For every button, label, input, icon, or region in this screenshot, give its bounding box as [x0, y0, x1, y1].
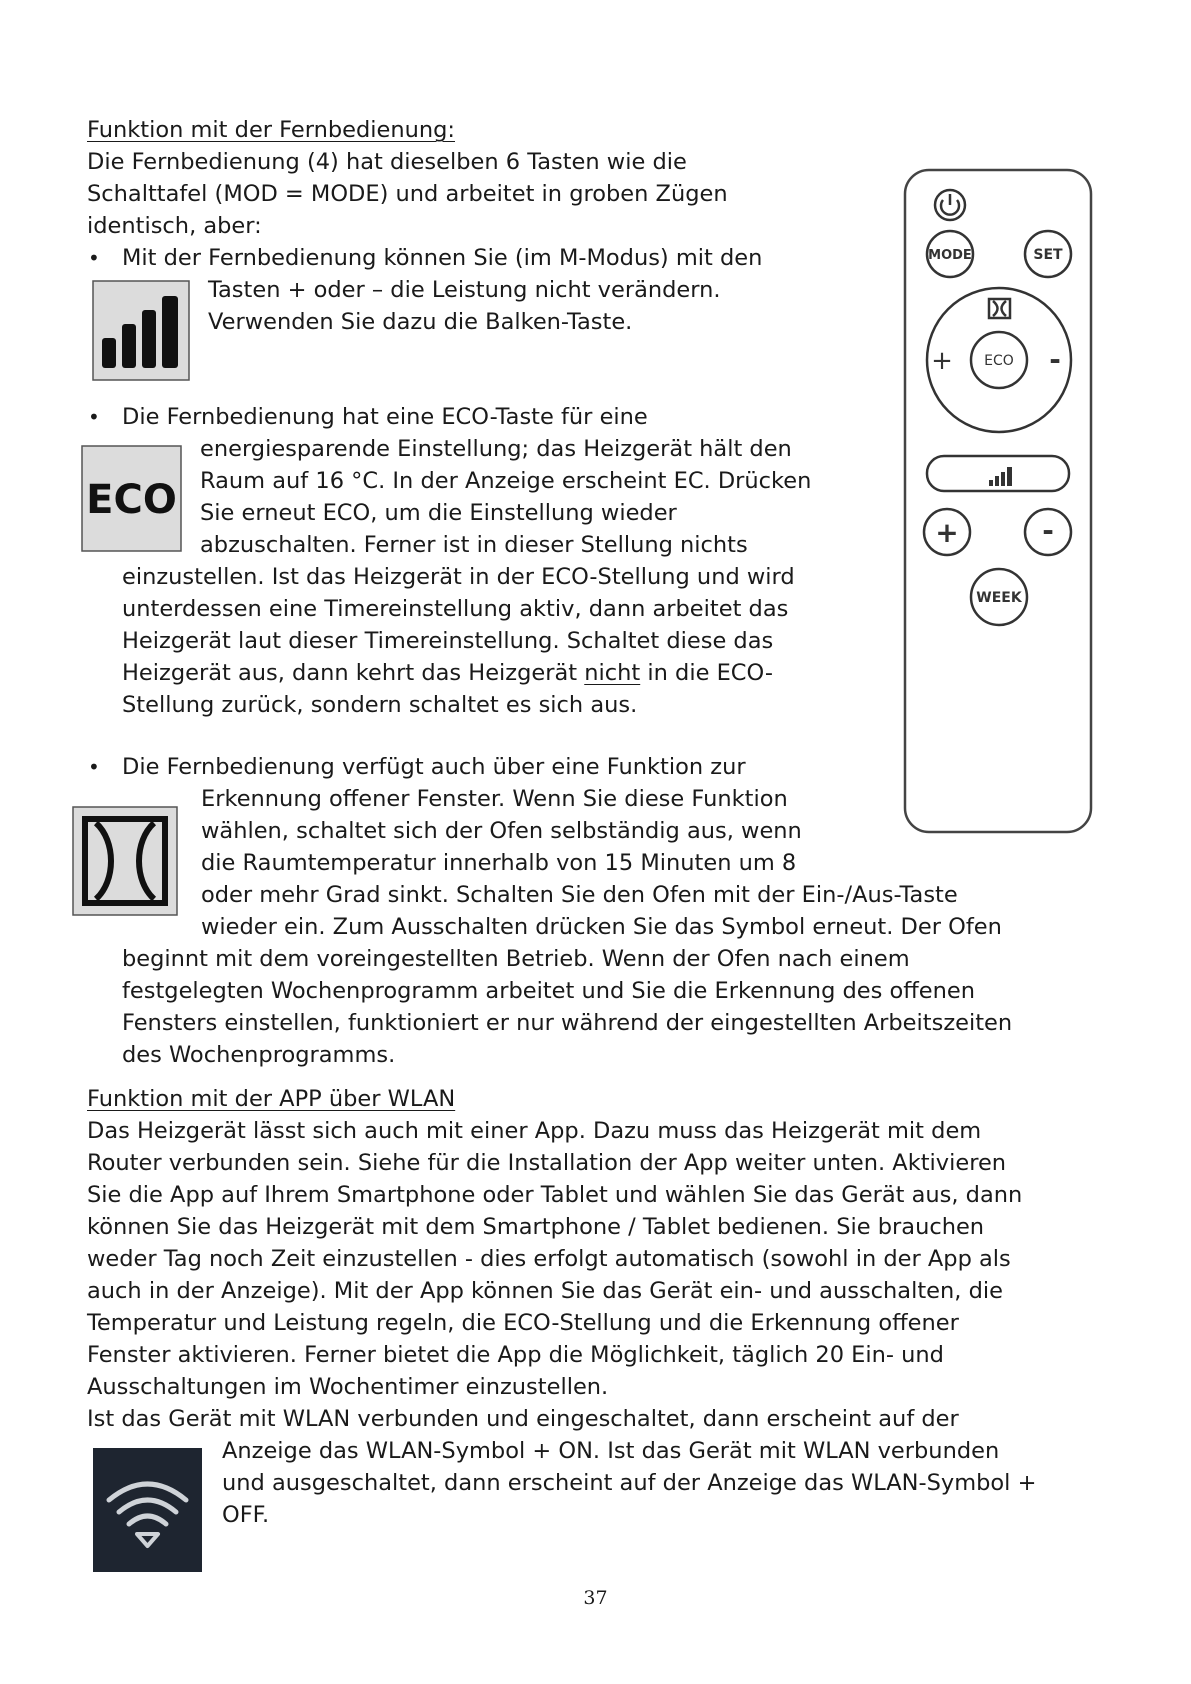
- bullet-text-line: Sie erneut ECO, um die Einstellung wieder: [200, 500, 677, 526]
- dial-plus-label: +: [931, 346, 953, 376]
- bullet-text-line: Die Fernbedienung verfügt auch über eine Funktion zur: [122, 754, 746, 780]
- paragraph-line: Ist das Gerät mit WLAN verbunden und eingeschaltet, dann erscheint auf der: [87, 1406, 959, 1432]
- bullet-text-line: Tasten + oder – die Leistung nicht verändern.: [208, 277, 721, 303]
- bullet-text-line: Die Fernbedienung hat eine ECO-Taste für eine: [122, 404, 648, 430]
- bullet-text-line: festgelegten Wochenprogramm arbeitet und Sie die Erkennung des offenen: [122, 978, 975, 1004]
- paragraph-line: Router verbunden sein. Siehe für die Installation der App weiter unten. Aktivieren: [87, 1150, 1007, 1176]
- bullet-text-line: beginnt mit dem voreingestellten Betrieb. Wenn der Ofen nach einem: [122, 946, 910, 972]
- wifi-icon: [93, 1448, 202, 1572]
- page-number: 37: [583, 1587, 608, 1609]
- mode-label: MODE: [928, 248, 972, 263]
- paragraph-line: Sie die App auf Ihrem Smartphone oder Tablet und wählen Sie das Gerät aus, dann: [87, 1182, 1023, 1208]
- signal-bars-icon: [92, 280, 190, 381]
- plus-label: +: [935, 516, 959, 549]
- bullet-text-line: Mit der Fernbedienung können Sie (im M-Modus) mit den: [122, 245, 763, 271]
- bullet-marker: •: [88, 246, 100, 270]
- bullet-marker: •: [88, 755, 100, 779]
- dial-minus-label: -: [1049, 343, 1061, 376]
- bullet-text-line: wählen, schaltet sich der Ofen selbständig aus, wenn: [201, 818, 802, 844]
- section-heading-app: Funktion mit der APP über WLAN: [87, 1086, 456, 1112]
- section-heading-remote: Funktion mit der Fernbedienung:: [87, 117, 455, 143]
- intro-line: Schalttafel (MOD = MODE) und arbeitet in groben Zügen: [87, 181, 728, 207]
- bullet-text-line: oder mehr Grad sinkt. Schalten Sie den Ofen mit der Ein-/Aus-Taste: [201, 882, 958, 908]
- bullet-text-line: abzuschalten. Ferner ist in dieser Stellung nichts: [200, 532, 748, 558]
- week-label: WEEK: [976, 590, 1022, 606]
- bullet-text-line: Raum auf 16 °C. In der Anzeige erscheint EC. Drücken: [200, 468, 812, 494]
- set-label: SET: [1033, 247, 1063, 263]
- text-span: Heizgerät aus, dann kehrt das Heizgerät: [122, 660, 585, 686]
- paragraph-line: auch in der Anzeige). Mit der App können Sie das Gerät ein- und ausschalten, die: [87, 1278, 1003, 1304]
- bullet-text-line: des Wochenprogramms.: [122, 1042, 396, 1068]
- text-span: in die ECO-: [640, 660, 773, 686]
- paragraph-line: Anzeige das WLAN-Symbol + ON. Ist das Gerät mit WLAN verbunden: [222, 1438, 1000, 1464]
- remote-control-illustration: [903, 168, 1093, 834]
- eco-icon-label: ECO: [86, 477, 177, 523]
- minus-label: -: [1042, 514, 1054, 547]
- bullet-text-line: Erkennung offener Fenster. Wenn Sie diese Funktion: [201, 786, 788, 812]
- bullet-text-line: wieder ein. Zum Ausschalten drücken Sie das Symbol erneut. Der Ofen: [201, 914, 1002, 940]
- paragraph-line: Das Heizgerät lässt sich auch mit einer App. Dazu muss das Heizgerät mit dem: [87, 1118, 982, 1144]
- paragraph-line: Fenster aktivieren. Ferner bietet die App die Möglichkeit, täglich 20 Ein- und: [87, 1342, 944, 1368]
- bullet-text-line: Fensters einstellen, funktioniert er nur während der eingestellten Arbeitszeiten: [122, 1010, 1013, 1036]
- bullet-text-line: Verwenden Sie dazu die Balken-Taste.: [208, 309, 633, 335]
- intro-line: Die Fernbedienung (4) hat dieselben 6 Tasten wie die: [87, 149, 687, 175]
- bullet-text-line: unterdessen eine Timereinstellung aktiv, dann arbeitet das: [122, 596, 789, 622]
- bullet-text-line: Stellung zurück, sondern schaltet es sich aus.: [122, 692, 638, 718]
- paragraph-line: Temperatur und Leistung regeln, die ECO-Stellung und die Erkennung offener: [87, 1310, 959, 1336]
- open-window-icon: [72, 806, 178, 916]
- paragraph-line: können Sie das Heizgerät mit dem Smartphone / Tablet bedienen. Sie brauchen: [87, 1214, 985, 1240]
- paragraph-line: und ausgeschaltet, dann erscheint auf der Anzeige das WLAN-Symbol +: [222, 1470, 1037, 1496]
- eco-label: ECO: [984, 353, 1014, 369]
- paragraph-line: Ausschaltungen im Wochentimer einzustellen.: [87, 1374, 609, 1400]
- bullet-text-line: energiesparende Einstellung; das Heizgerät hält den: [200, 436, 792, 462]
- eco-icon: [81, 445, 182, 552]
- bullet-text-line: die Raumtemperatur innerhalb von 15 Minuten um 8: [201, 850, 797, 876]
- paragraph-line: OFF.: [222, 1502, 270, 1528]
- bullet-marker: •: [88, 405, 100, 429]
- bullet-text-line: [122, 657, 773, 689]
- paragraph-line: weder Tag noch Zeit einzustellen - dies erfolgt automatisch (sowohl in der App als: [87, 1246, 1011, 1272]
- emphasis-nicht: nicht: [584, 660, 641, 686]
- bullet-text-line: Heizgerät laut dieser Timereinstellung. Schaltet diese das: [122, 628, 774, 654]
- intro-line: identisch, aber:: [87, 213, 262, 239]
- bullet-text-line: einzustellen. Ist das Heizgerät in der ECO-Stellung und wird: [122, 564, 795, 590]
